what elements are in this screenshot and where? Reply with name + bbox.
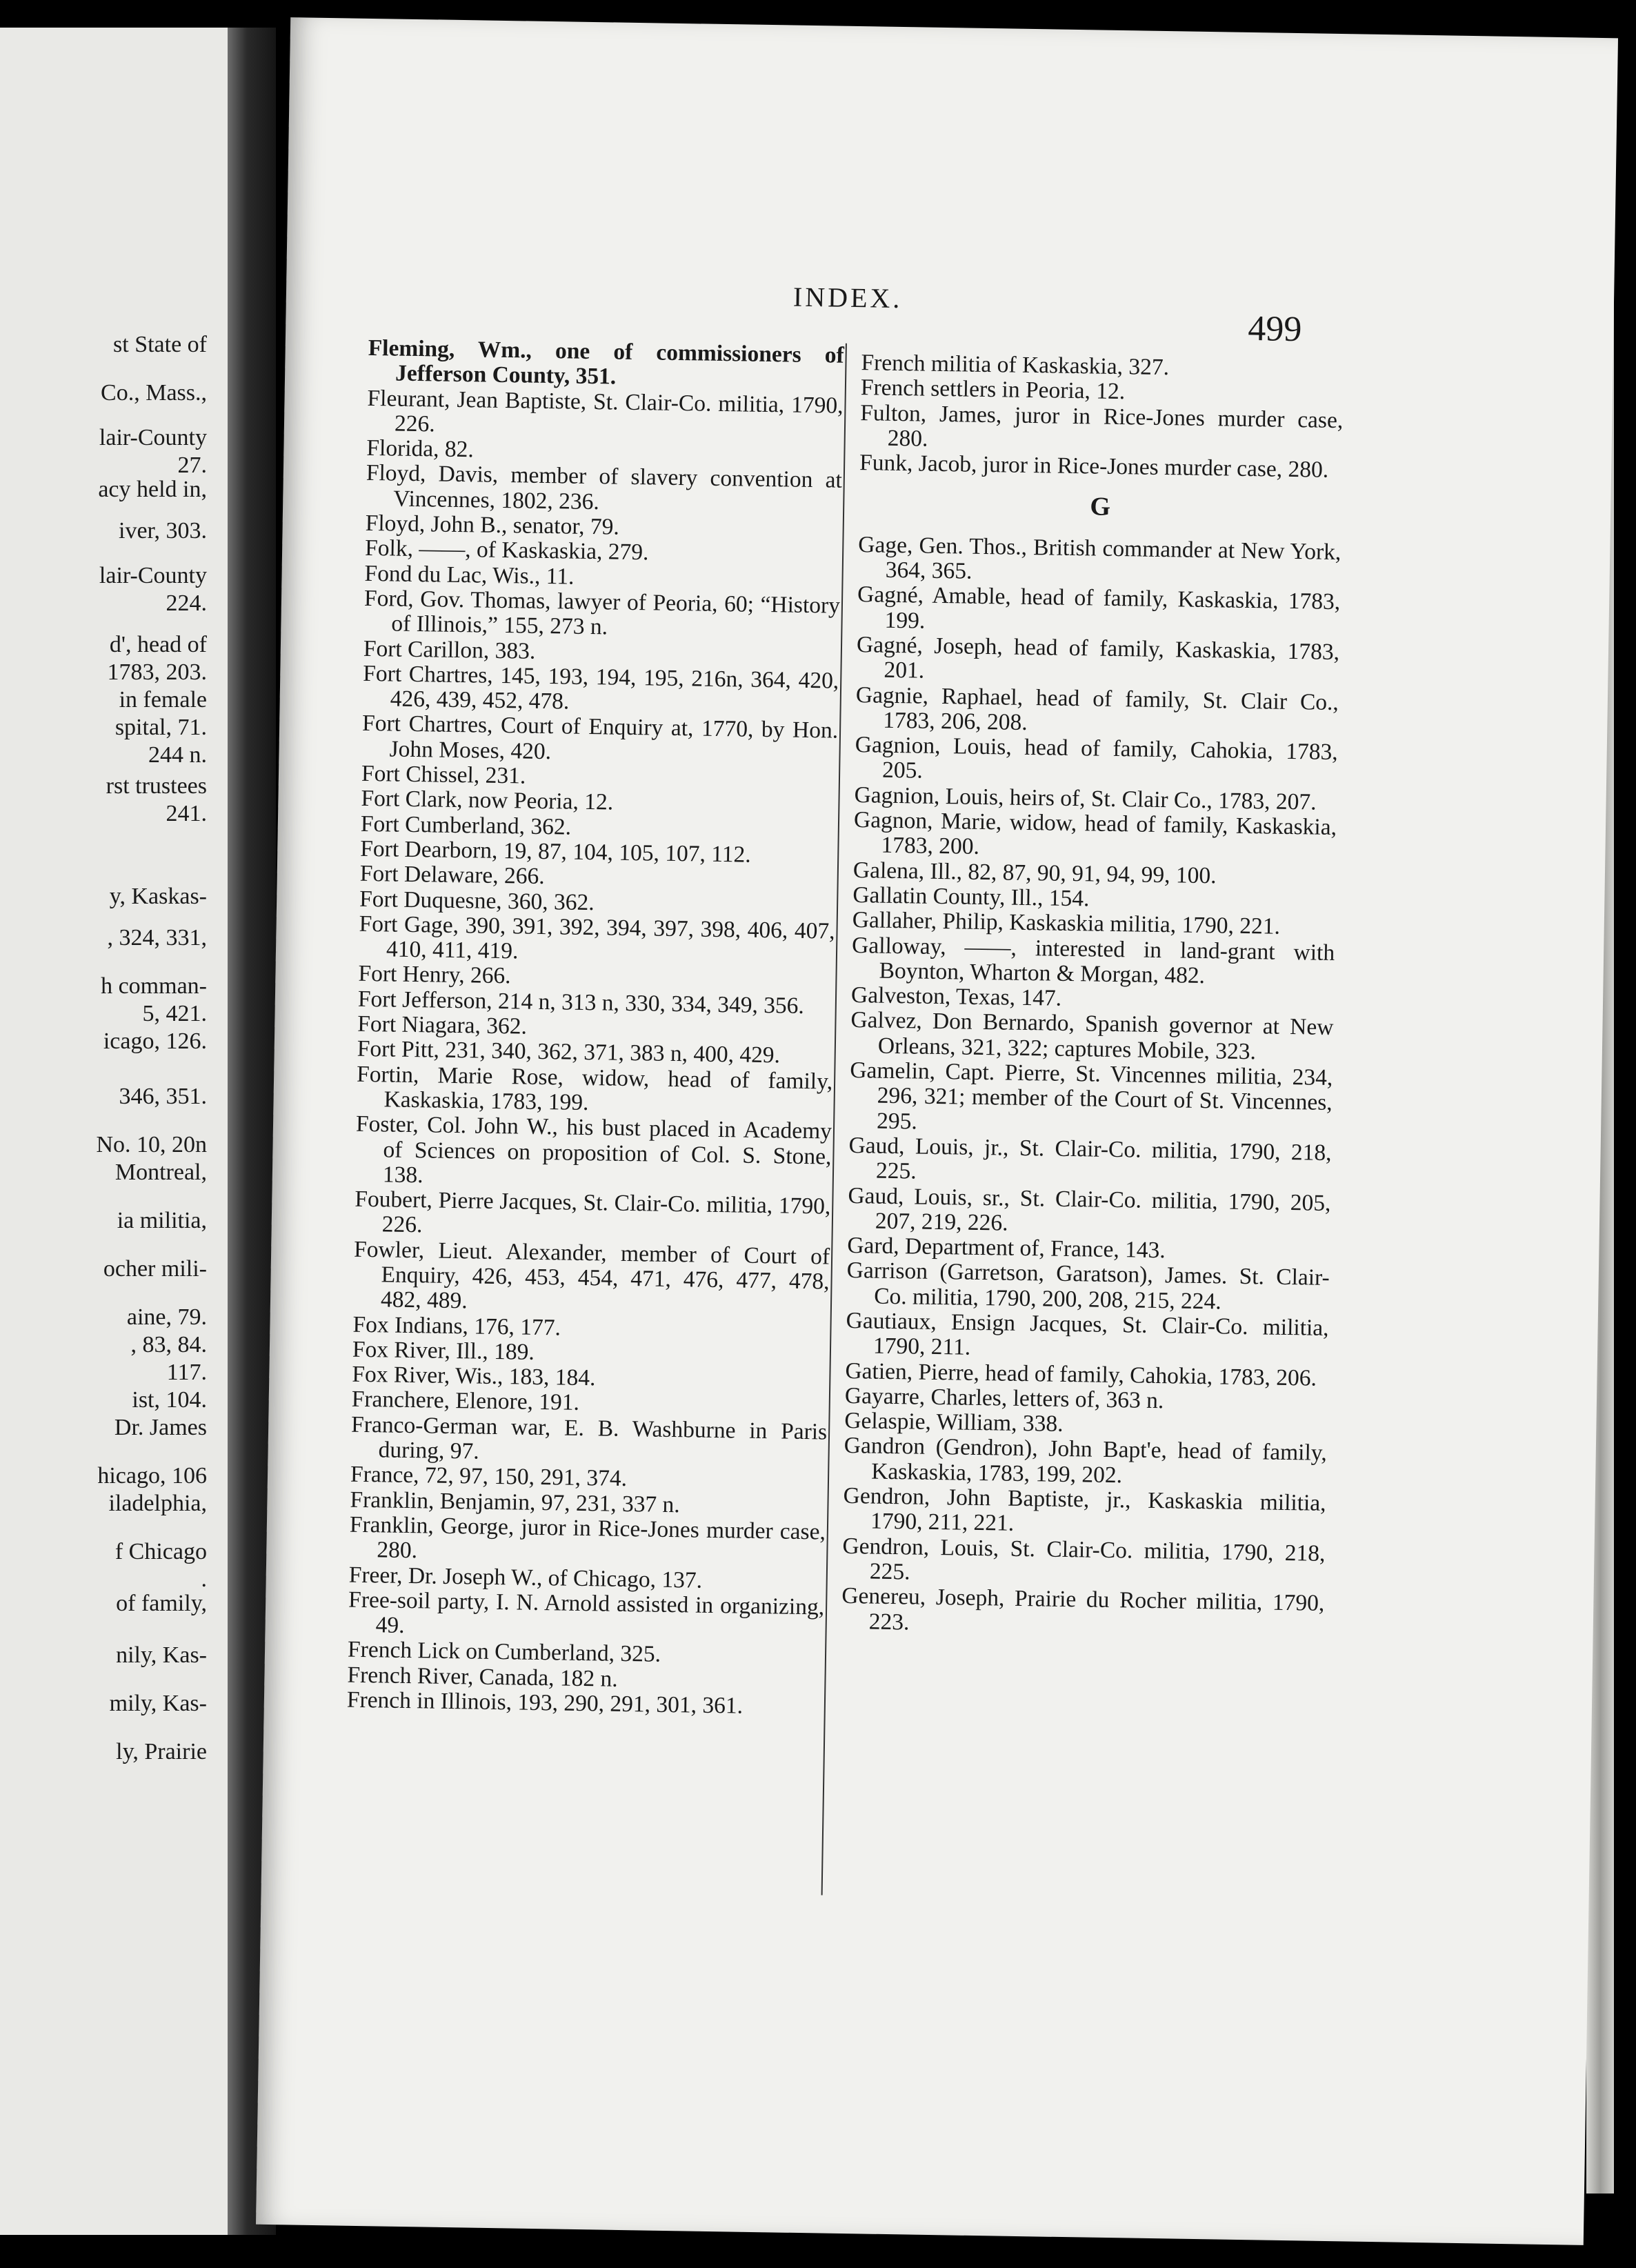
index-entry: Fox River, Wis., 183, 184. (352, 1361, 596, 1391)
index-entry: Gayarre, Charles, letters of, 363 n. (844, 1382, 1164, 1414)
facing-page-text-fragment: ly, Prairie (116, 1739, 207, 1764)
index-entry: Gard, Department of, France, 143. (847, 1233, 1166, 1264)
facing-page-text-fragment: iver, 303. (119, 518, 207, 544)
facing-page-text-fragment: st State of (113, 332, 207, 357)
index-entry: Fort Chartres, 145, 193, 194, 195, 216n, 364, 420, 426, 439, 452, 478. (363, 660, 839, 715)
index-entry: Gagnion, Louis, heirs of, St. Clair Co., 1783, 207. (854, 782, 1317, 815)
facing-page-text-fragment: spital, 71. (114, 715, 207, 740)
facing-page-text-fragment: icago, 126. (103, 1028, 207, 1054)
index-entry: Fort Carillon, 383. (363, 635, 536, 664)
facing-page-text-fragment: lair-County (99, 425, 207, 450)
index-entry: Gamelin, Capt. Pierre, St. Vincennes militia, 234, 296, 321; member of the Court of St. Vincennes, 295. (850, 1057, 1333, 1135)
facing-page-text-fragment: lair-County (99, 563, 207, 588)
index-page (256, 17, 1618, 2245)
index-entry: France, 72, 97, 150, 291, 374. (350, 1462, 628, 1492)
index-entry: Floyd, John B., senator, 79. (365, 510, 620, 540)
index-entry: Florida, 82. (366, 435, 475, 463)
facing-page-text-fragment: aine, 79. (126, 1304, 207, 1330)
index-entry: Fort Pitt, 231, 340, 362, 371, 383 n, 400, 429. (357, 1036, 781, 1068)
index-entry: Gallatin County, Ill., 154. (852, 882, 1090, 912)
index-entry: Fleming, Wm., one of commissioners of Jefferson County, 351. (368, 335, 844, 390)
facing-page-text-fragment: 5, 421. (142, 1001, 207, 1026)
index-entry: Fort Chissel, 231. (361, 760, 526, 789)
index-entry: Folk, ——, of Kaskaskia, 279. (364, 535, 649, 566)
index-entry: French River, Canada, 182 n. (347, 1662, 618, 1692)
facing-page-fragment (0, 28, 235, 2235)
facing-page-text-fragment: , 83, 84. (130, 1332, 207, 1357)
index-entry: Fort Cumberland, 362. (360, 810, 572, 840)
index-entry: Fort Duquesne, 360, 362. (359, 886, 595, 915)
index-entry: Gallaher, Philip, Kaskaskia militia, 1790, 221. (852, 907, 1281, 940)
facing-page-text-fragment: hicago, 106 (97, 1463, 207, 1489)
index-entry: Fort Henry, 266. (358, 961, 511, 989)
facing-page-text-fragment: in female (119, 687, 207, 713)
facing-page-text-fragment: 117. (166, 1360, 207, 1385)
facing-page-text-fragment: 244 n. (148, 742, 207, 768)
index-entry: Fort Dearborn, 19, 87, 104, 105, 107, 112. (360, 835, 751, 868)
index-entry: Gaud, Louis, sr., St. Clair-Co. militia, 1790, 205, 207, 219, 226. (848, 1182, 1331, 1236)
facing-page-text-fragment: y, Kaskas- (109, 884, 207, 909)
facing-page-text-fragment: of family, (116, 1591, 207, 1616)
index-entry: Gagnie, Raphael, head of family, St. Clair Co., 1783, 206, 208. (855, 682, 1339, 735)
index-entry: Fox Indians, 176, 177. (352, 1311, 561, 1341)
index-entry: Gagnion, Louis, head of family, Cahokia, 1783, 205. (855, 732, 1338, 784)
index-entry: Gendron, Louis, St. Clair-Co. militia, 1790, 218, 225. (842, 1533, 1326, 1585)
index-entry: Genereu, Joseph, Prairie du Rocher militia, 1790, 223. (841, 1583, 1325, 1635)
index-entry: Fort Delaware, 266. (359, 861, 545, 890)
index-entry: Franklin, George, juror in Rice-Jones murder case, 280. (349, 1511, 826, 1564)
index-entry: Fort Chartres, Court of Enquiry at, 1770, by Hon. John Moses, 420. (361, 710, 839, 764)
facing-page-text-fragment: f Chicago (114, 1539, 207, 1564)
index-entry: Garrison (Garretson, Garatson), James. St. Clair-Co. militia, 1790, 200, 208, 215, 224. (846, 1257, 1330, 1315)
facing-page-text-fragment: ocher mili- (103, 1256, 207, 1282)
index-entry: Galloway, ——, interested in land-grant with Boynton, Wharton & Morgan, 482. (851, 932, 1335, 988)
index-entry: Fort Niagara, 362. (357, 1011, 528, 1040)
index-entry: Gautiaux, Ensign Jacques, St. Clair-Co. militia, 1790, 211. (846, 1307, 1329, 1361)
index-entry: Franchere, Elenore, 191. (351, 1386, 580, 1416)
facing-page-text-fragment: 224. (166, 590, 207, 616)
index-entry: Foubert, Pierre Jacques, St. Clair-Co. militia, 1790, 226. (355, 1186, 831, 1238)
index-entry: Gatien, Pierre, head of family, Cahokia, 1783, 206. (845, 1357, 1317, 1391)
index-entry: Galveston, Texas, 147. (850, 982, 1062, 1011)
index-entry: Fleurant, Jean Baptiste, St. Clair-Co. militia, 1790, 226. (367, 385, 844, 437)
index-entry: French Lick on Cumberland, 325. (347, 1637, 661, 1668)
facing-page-text-fragment: Co., Mass., (101, 380, 207, 406)
index-column-right-f-entries (859, 350, 1344, 483)
facing-page-text-fragment: 241. (166, 801, 207, 826)
facing-page-text-fragment: mily, Kas- (109, 1691, 207, 1716)
index-entry: Franco-German war, E. B. Washburne in Paris during, 97. (350, 1411, 828, 1464)
facing-page-text-fragment: 27. (177, 452, 207, 478)
facing-page-text-fragment: d', head of (109, 632, 207, 657)
facing-page-text-fragment: Dr. James (114, 1415, 207, 1440)
index-entry: Gaud, Louis, jr., St. Clair-Co. militia, 1790, 218, 225. (848, 1132, 1332, 1184)
index-entry: French in Illinois, 193, 290, 291, 301, 361. (346, 1687, 744, 1719)
page-number: 499 (1247, 308, 1302, 350)
facing-page-text-fragment: rst trustees (106, 773, 207, 799)
index-entry: Fort Jefferson, 214 n, 313 n, 330, 334, 349, 356. (357, 986, 805, 1019)
index-entry: Gelaspie, William, 338. (844, 1408, 1064, 1438)
index-entry: Foster, Col. John W., his bust placed in Academy of Sciences on proposition of Col. S. Stone, 138. (355, 1111, 832, 1188)
index-entry: Galena, Ill., 82, 87, 90, 91, 94, 99, 100. (852, 857, 1217, 888)
index-entry: Gendron, John Baptiste, jr., Kaskaskia militia, 1790, 211, 221. (843, 1482, 1326, 1537)
index-entry: Funk, Jacob, juror in Rice-Jones murder case, 280. (859, 450, 1329, 483)
index-entry: Fond du Lac, Wis., 11. (364, 560, 575, 590)
facing-page-text-fragment: 346, 351. (119, 1084, 207, 1109)
index-entry: French settlers in Peoria, 12. (860, 375, 1126, 405)
index-entry: Gagnon, Marie, widow, head of family, Kaskaskia, 1783, 200. (853, 807, 1337, 860)
facing-page-text-fragment: No. 10, 20n (96, 1132, 207, 1157)
facing-page-text-fragment: acy held in, (98, 477, 207, 502)
facing-page-text-fragment: ist, 104. (132, 1387, 207, 1413)
index-entry: Fowler, Lieut. Alexander, member of Court of Enquiry, 426, 453, 454, 471, 476, 477, 478, 482, 489. (353, 1236, 830, 1314)
index-entry: Fort Gage, 390, 391, 392, 394, 397, 398, 406, 407, 410, 411, 419. (359, 911, 835, 964)
section-letter-heading: G (1090, 492, 1111, 522)
index-entry: Gandron (Gendron), John Bapt'e, head of family, Kaskaskia, 1783, 199, 202. (844, 1433, 1328, 1489)
index-entry: Fox River, Ill., 189. (352, 1336, 535, 1365)
facing-page-text-fragment: Montreal, (114, 1160, 207, 1185)
index-entry: Gage, Gen. Thos., British commander at New York, 364, 365. (858, 531, 1341, 584)
index-entry: Fort Clark, now Peoria, 12. (361, 786, 614, 815)
index-entry: Fulton, James, juror in Rice-Jones murder case, 280. (860, 399, 1344, 452)
index-entry: Fortin, Marie Rose, widow, head of family, Kaskaskia, 1783, 199. (356, 1061, 833, 1115)
index-entry: Free-soil party, I. N. Arnold assisted in organizing, 49. (348, 1586, 825, 1639)
index-entry: Freer, Dr. Joseph W., of Chicago, 137. (348, 1562, 703, 1593)
facing-page-text-fragment: ia militia, (117, 1208, 207, 1233)
facing-page-text-fragment: . (201, 1566, 207, 1592)
facing-page-text-fragment: nily, Kas- (116, 1642, 207, 1668)
facing-page-text-fragment: iladelphia, (108, 1491, 207, 1516)
index-entry: Ford, Gov. Thomas, lawyer of Peoria, 60; “History of Illinois,” 155, 273 n. (363, 585, 841, 640)
facing-page-text-fragment: , 324, 331, (107, 925, 207, 951)
index-column-right (841, 350, 1344, 1642)
index-entry: Gagné, Amable, head of family, Kaskaskia, 1783, 199. (857, 581, 1341, 634)
index-column-left (347, 336, 844, 1720)
index-entry: Galvez, Don Bernardo, Spanish governor at New Orleans, 321, 322; captures Mobile, 323. (850, 1007, 1334, 1064)
facing-page-text-fragment: h comman- (101, 973, 207, 999)
index-entry: Floyd, Davis, member of slavery convention at Vincennes, 1802, 236. (366, 460, 843, 515)
index-entry: French militia of Kaskaskia, 327. (861, 350, 1170, 381)
index-column-right-g-entries (841, 533, 1341, 1642)
index-entry: Franklin, Benjamin, 97, 231, 337 n. (350, 1486, 681, 1518)
index-entry: Gagné, Joseph, head of family, Kaskaskia, 1783, 201. (856, 632, 1340, 684)
running-head: INDEX. (792, 281, 903, 315)
facing-page-text-fragment: 1783, 203. (107, 659, 207, 685)
